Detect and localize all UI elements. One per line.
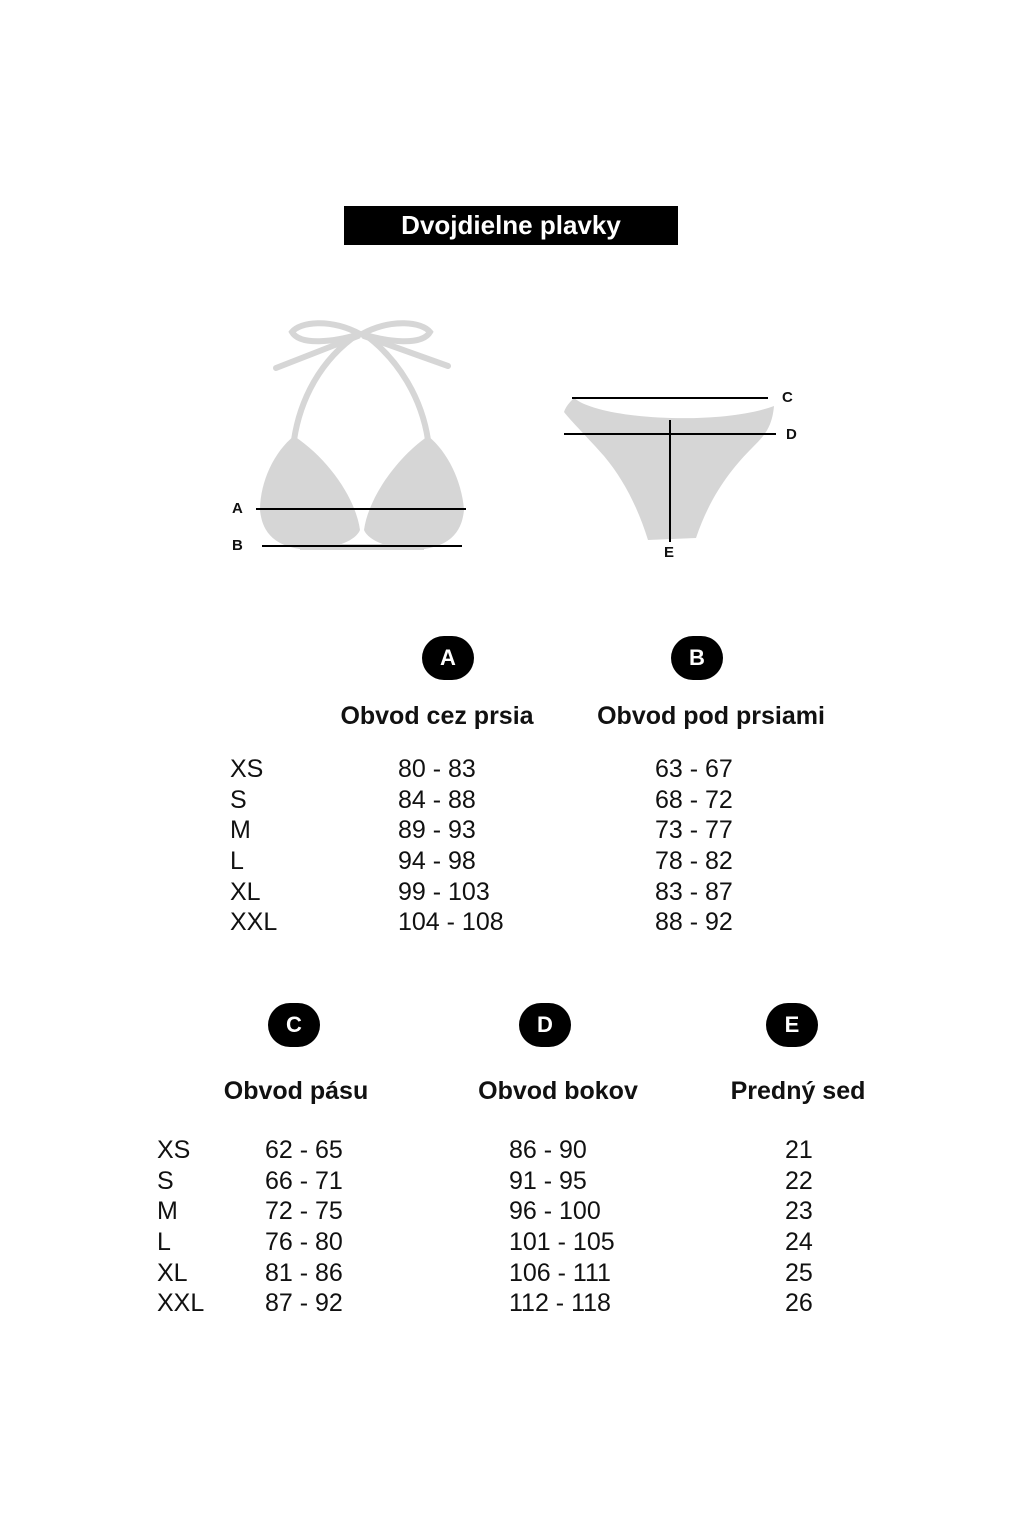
swimsuit-diagram bbox=[0, 0, 1024, 620]
diagram-label-e: E bbox=[664, 544, 675, 561]
bikini-top-illustration bbox=[276, 323, 448, 440]
cup-left bbox=[260, 436, 360, 550]
badge-e: E bbox=[766, 1003, 818, 1047]
size-label: S bbox=[230, 786, 247, 814]
diagram-label-b: B bbox=[232, 537, 243, 554]
header-obvod-bokov: Obvod bokov bbox=[478, 1077, 638, 1105]
table-cell: 22 bbox=[785, 1167, 813, 1195]
table-cell: 26 bbox=[785, 1289, 813, 1317]
cup-right bbox=[364, 436, 464, 550]
table-cell: 72 - 75 bbox=[265, 1197, 343, 1225]
table-cell: 91 - 95 bbox=[509, 1167, 587, 1195]
size-label: XS bbox=[230, 755, 264, 783]
table-cell: 24 bbox=[785, 1228, 813, 1256]
size-label: S bbox=[157, 1167, 174, 1195]
table-cell: 106 - 111 bbox=[509, 1259, 611, 1287]
table-cell: 76 - 80 bbox=[265, 1228, 343, 1256]
table-cell: 96 - 100 bbox=[509, 1197, 601, 1225]
bikini-top-cups bbox=[260, 436, 464, 550]
table-cell: 66 - 71 bbox=[265, 1167, 343, 1195]
diagram-label-d: D bbox=[786, 426, 797, 443]
table-cell: 94 - 98 bbox=[398, 847, 476, 875]
diagram-label-a: A bbox=[232, 500, 243, 517]
table-cell: 101 - 105 bbox=[509, 1228, 615, 1256]
table-cell: 78 - 82 bbox=[655, 847, 733, 875]
size-label: L bbox=[230, 847, 244, 875]
table-cell: 86 - 90 bbox=[509, 1136, 587, 1164]
size-label: M bbox=[157, 1197, 178, 1225]
size-label: XXL bbox=[157, 1289, 205, 1317]
table-cell: 88 - 92 bbox=[655, 908, 733, 936]
table-cell: 25 bbox=[785, 1259, 813, 1287]
table-cell: 83 - 87 bbox=[655, 878, 733, 906]
table-cell: 84 - 88 bbox=[398, 786, 476, 814]
table-cell: 23 bbox=[785, 1197, 813, 1225]
header-obvod-pasu: Obvod pásu bbox=[223, 1077, 369, 1105]
table-cell: 89 - 93 bbox=[398, 816, 476, 844]
badge-b: B bbox=[671, 636, 723, 680]
badge-a: A bbox=[422, 636, 474, 680]
header-obvod-cez-prsia: Obvod cez prsia bbox=[340, 702, 534, 730]
size-label: XS bbox=[157, 1136, 191, 1164]
badge-c: C bbox=[268, 1003, 320, 1047]
size-label: XL bbox=[157, 1259, 188, 1287]
table-cell: 80 - 83 bbox=[398, 755, 476, 783]
badge-d: D bbox=[519, 1003, 571, 1047]
header-obvod-pod-prsiami: Obvod pod prsiami bbox=[597, 702, 825, 730]
page-title: Dvojdielne plavky bbox=[344, 206, 678, 245]
header-predny-sed: Predný sed bbox=[730, 1077, 866, 1105]
size-label: XXL bbox=[230, 908, 278, 936]
table-cell: 68 - 72 bbox=[655, 786, 733, 814]
table-cell: 81 - 86 bbox=[265, 1259, 343, 1287]
size-label: L bbox=[157, 1228, 171, 1256]
table-cell: 112 - 118 bbox=[509, 1289, 611, 1317]
size-label: XL bbox=[230, 878, 261, 906]
table-cell: 104 - 108 bbox=[398, 908, 504, 936]
table-cell: 21 bbox=[785, 1136, 813, 1164]
table-cell: 62 - 65 bbox=[265, 1136, 343, 1164]
diagram-label-c: C bbox=[782, 389, 793, 406]
table-cell: 87 - 92 bbox=[265, 1289, 343, 1317]
table-cell: 73 - 77 bbox=[655, 816, 733, 844]
size-label: M bbox=[230, 816, 251, 844]
table-cell: 99 - 103 bbox=[398, 878, 490, 906]
table-cell: 63 - 67 bbox=[655, 755, 733, 783]
